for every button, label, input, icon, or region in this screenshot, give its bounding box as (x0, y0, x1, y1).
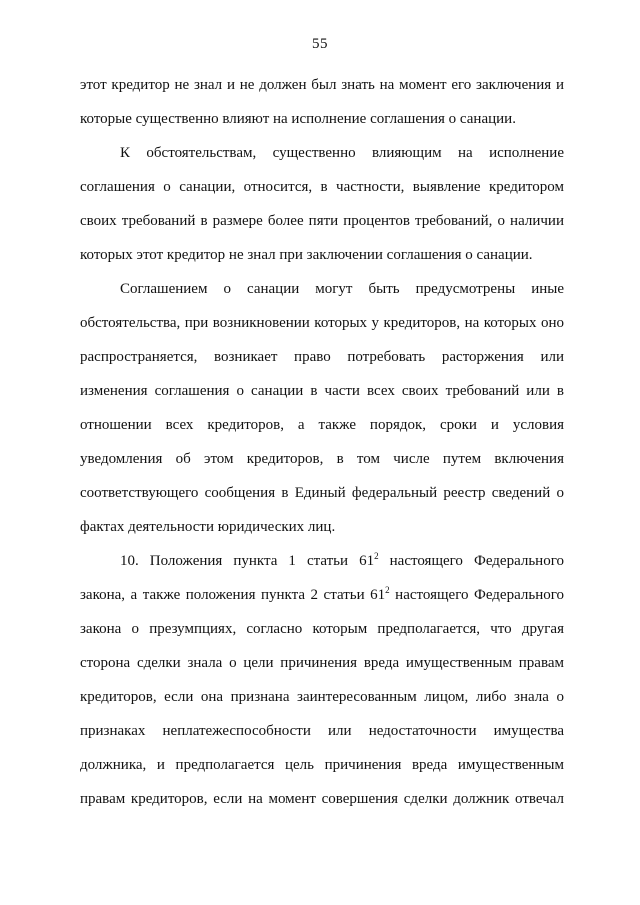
text-line: кредиторов, если она признана заинтересованным лицом, либо знала о (80, 689, 564, 705)
text-line: которых этот кредитор не знал при заключении соглашения о санации. (80, 247, 533, 263)
text-line: фактах деятельности юридических лиц. (80, 519, 336, 535)
paragraph (80, 272, 564, 544)
text-line: закона о презумпциях, согласно которым предполагается, что другая (80, 621, 564, 637)
text-line: уведомления об этом кредиторов, в том числе путем включения (80, 451, 564, 467)
text-line: которые существенно влияют на исполнение соглашения о санации. (80, 111, 516, 127)
text-line: должника, и предполагается цель причинения вреда имущественным (80, 757, 564, 773)
document-body (80, 68, 564, 816)
text-line: этот кредитор не знал и не должен был знать на момент его заключения и (80, 77, 564, 93)
page-number: 55 (312, 36, 328, 52)
text-line: распространяется, возникает право потребовать расторжения или (80, 349, 564, 365)
text-line: К обстоятельствам, существенно влияющим на исполнение (120, 145, 564, 161)
text-line: сторона сделки знала о цели причинения вреда имущественным правам (80, 655, 564, 671)
paragraph (80, 136, 564, 272)
text-line: 10. Положения пункта 1 статьи $61^2$ настоящего Федерального (120, 551, 564, 569)
text-line: своих требований в размере более пяти процентов требований, о наличии (80, 213, 564, 229)
paragraph (80, 544, 564, 816)
text-line: изменения соглашения о санации в части всех своих требований или в (80, 383, 564, 399)
text-line: обстоятельства, при возникновении которых у кредиторов, на которых оно (80, 315, 564, 331)
text-line: закона, а также положения пункта 2 статьи $61^2$ настоящего Федерального (80, 585, 565, 603)
text-line: отношении всех кредиторов, а также порядок, сроки и условия (80, 417, 564, 433)
text-line: правам кредиторов, если на момент совершения сделки должник отвечал (80, 791, 564, 807)
text-line: Соглашением о санации могут быть предусмотрены иные (120, 281, 564, 297)
paragraph (80, 68, 564, 136)
text-line: соответствующего сообщения в Единый федеральный реестр сведений о (80, 485, 564, 501)
text-line: признаках неплатежеспособности или недостаточности имущества (80, 723, 564, 739)
text-line: соглашения о санации, относится, в частности, выявление кредитором (80, 179, 564, 195)
